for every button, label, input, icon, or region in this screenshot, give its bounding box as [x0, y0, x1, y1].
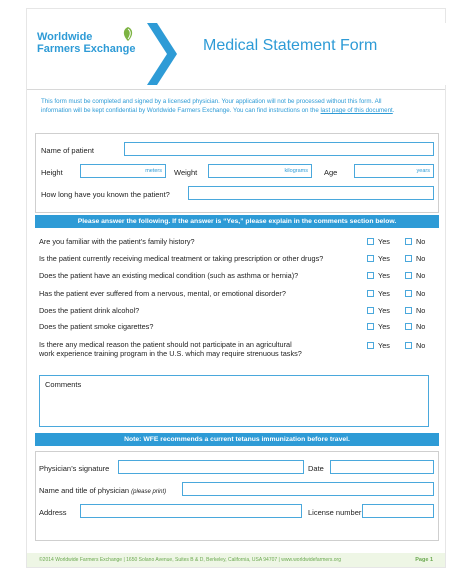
q1-yes-label: Yes	[378, 237, 390, 246]
age-label: Age	[324, 168, 338, 177]
age-field[interactable]	[354, 164, 434, 178]
question-7	[39, 340, 302, 358]
q5-yes-checkbox[interactable]	[367, 307, 374, 314]
q1-yes-checkbox[interactable]	[367, 238, 374, 245]
known-duration-field[interactable]	[188, 186, 434, 200]
physician-section	[35, 451, 439, 541]
height-unit: meters	[145, 168, 162, 174]
q1-no-label: No	[416, 237, 426, 246]
patient-name-label: Name of patient	[41, 146, 94, 155]
question-5: Does the patient drink alcohol?	[39, 306, 140, 315]
intro-end: .	[392, 107, 395, 114]
q4-yes-checkbox[interactable]	[367, 290, 374, 297]
q6-yes-checkbox[interactable]	[367, 323, 374, 330]
q2-no-checkbox[interactable]	[405, 255, 412, 262]
weight-label: Weight	[174, 168, 198, 177]
address-label: Address	[39, 508, 67, 517]
header-arrow	[147, 23, 187, 85]
q7-no-checkbox[interactable]	[405, 342, 412, 349]
q3-no-label: No	[416, 271, 426, 280]
form-page	[26, 8, 446, 568]
header-divider	[27, 89, 445, 90]
license-number-field[interactable]	[362, 504, 434, 518]
form-title: Medical Statement Form	[203, 37, 378, 54]
age-unit: years	[416, 168, 430, 174]
physician-name-title-text: Name and title of physician	[39, 486, 130, 495]
q4-no-label: No	[416, 289, 426, 298]
questions-instruction-bar: Please answer the following. If the answer is “Yes,” please explain in the comments section below.	[35, 215, 439, 228]
instructions-link[interactable]: last page of this document	[320, 107, 393, 114]
height-field[interactable]	[80, 164, 166, 178]
q5-no-checkbox[interactable]	[405, 307, 412, 314]
question-2: Is the patient currently receiving medical treatment or taking prescription or other drugs?	[39, 254, 324, 263]
address-field[interactable]	[80, 504, 302, 518]
question-4: Has the patient ever suffered from a nervous, mental, or emotional disorder?	[39, 289, 286, 298]
q4-no-checkbox[interactable]	[405, 290, 412, 297]
question-7-line1: Is there any medical reason the patient should not participate in an agricultural	[39, 340, 292, 349]
physician-signature-field[interactable]	[118, 460, 304, 474]
please-print-note: (please print)	[131, 489, 167, 495]
q3-yes-checkbox[interactable]	[367, 272, 374, 279]
date-field[interactable]	[330, 460, 434, 474]
question-7-line2: work experience training program in the U.S. which may require strenuous tasks?	[39, 349, 302, 358]
known-duration-label: How long have you known the patient?	[41, 190, 170, 199]
patient-name-field[interactable]	[124, 142, 434, 156]
page-number: Page 1	[415, 557, 433, 563]
q6-yes-label: Yes	[378, 322, 390, 331]
height-label: Height	[41, 168, 63, 177]
q6-no-checkbox[interactable]	[405, 323, 412, 330]
leaf-icon	[119, 25, 137, 43]
question-3: Does the patient have an existing medical condition (such as asthma or hernia)?	[39, 271, 299, 280]
license-number-label: License number	[308, 508, 362, 517]
q7-no-label: No	[416, 341, 426, 350]
physician-name-title-field[interactable]	[182, 482, 434, 496]
q7-yes-checkbox[interactable]	[367, 342, 374, 349]
comments-field[interactable]	[39, 375, 429, 427]
tetanus-note-bar: Note: WFE recommends a current tetanus immunization before travel.	[35, 433, 439, 446]
page-footer	[27, 553, 445, 567]
org-name-line2: Farmers Exchange	[37, 43, 136, 55]
intro-line2: information will be kept confidential by Worldwide Farmers Exchange. You can find instructions on the	[41, 107, 319, 114]
q5-no-label: No	[416, 306, 426, 315]
org-name-line1: Worldwide	[37, 31, 93, 43]
q4-yes-label: Yes	[378, 289, 390, 298]
footer-text: ©2014 Worldwide Farmers Exchange | 1650 Solano Avenue, Suites B & D, Berkeley, California, USA 94707 | www.worldwidefarmers.org	[39, 557, 341, 563]
physician-name-title-label	[39, 486, 166, 495]
comments-label: Comments	[45, 380, 82, 389]
q3-no-checkbox[interactable]	[405, 272, 412, 279]
q2-yes-checkbox[interactable]	[367, 255, 374, 262]
q3-yes-label: Yes	[378, 271, 390, 280]
physician-signature-label: Physician’s signature	[39, 464, 110, 473]
q6-no-label: No	[416, 322, 426, 331]
weight-unit: kilograms	[284, 168, 308, 174]
q5-yes-label: Yes	[378, 306, 390, 315]
weight-field[interactable]	[208, 164, 312, 178]
intro-line1: This form must be completed and signed by a licensed physician. Your application will not be processed without this form. All	[41, 98, 382, 105]
q7-yes-label: Yes	[378, 341, 390, 350]
q1-no-checkbox[interactable]	[405, 238, 412, 245]
org-logo	[37, 31, 135, 55]
intro-text	[41, 97, 445, 115]
date-label: Date	[308, 464, 324, 473]
question-1: Are you familiar with the patient’s family history?	[39, 237, 195, 246]
question-6: Does the patient smoke cigarettes?	[39, 322, 154, 331]
q2-no-label: No	[416, 254, 426, 263]
patient-section	[35, 133, 439, 213]
q2-yes-label: Yes	[378, 254, 390, 263]
